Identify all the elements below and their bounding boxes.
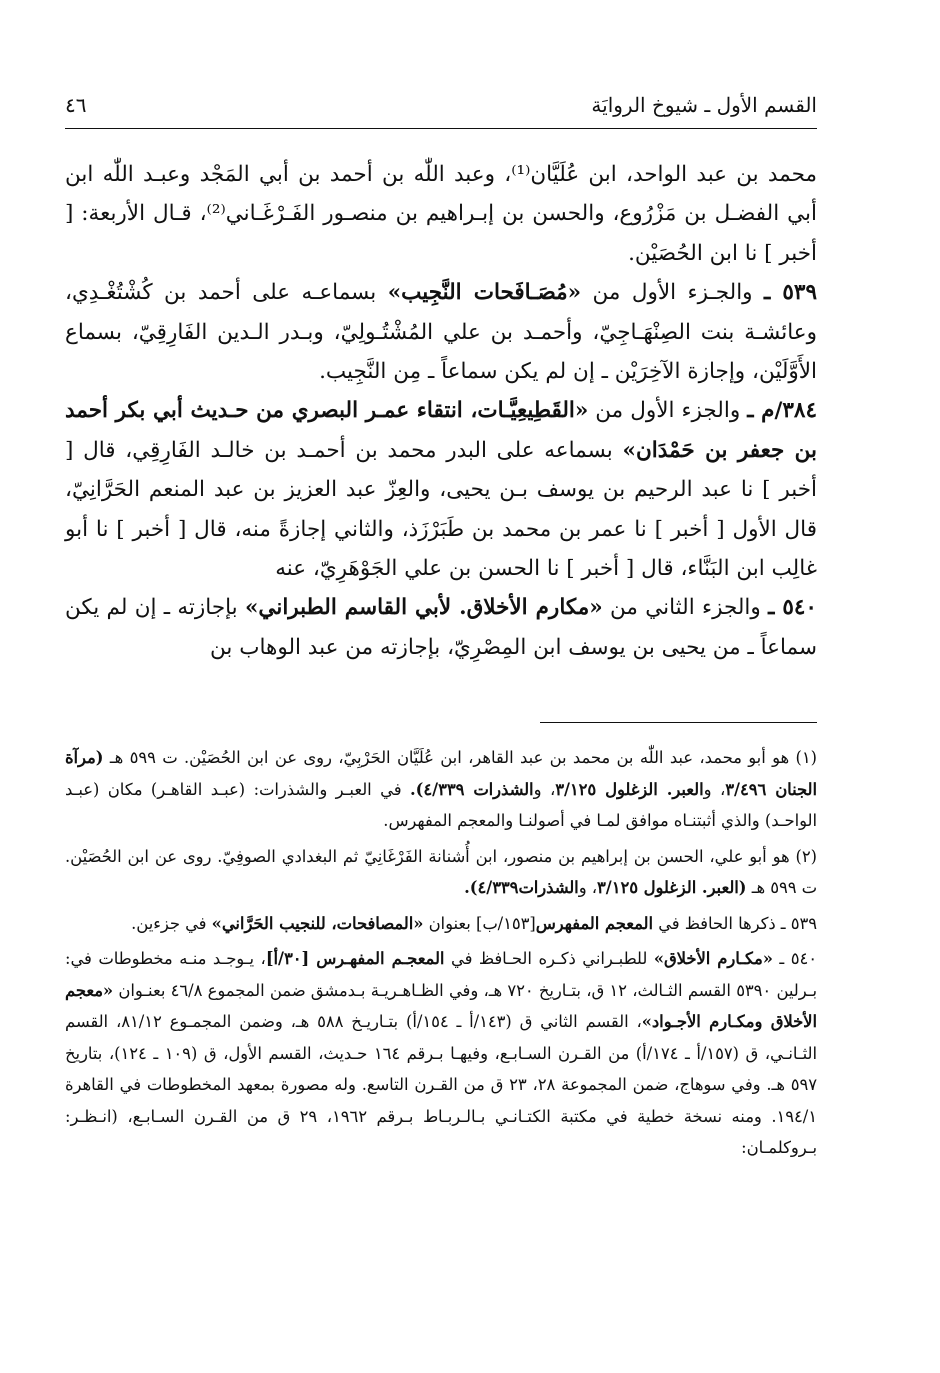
footnote-source: (مرآة الجنان ٣/٤٩٦ (65, 748, 818, 799)
entry-text: والجزء الأول من (588, 398, 748, 424)
entry-text: بإجازته ـ إن لم يكن سماعاً ـ من يحيى بن يوسف ابن المِصْرِيّ، بإجازته من عبد الوهاب بن (65, 595, 817, 660)
footnote-rule (540, 722, 817, 723)
footnotes (65, 742, 817, 1168)
note-text: في جزءين. (131, 913, 212, 933)
running-title: القسم الأول ـ شيوخ الروايَة (591, 93, 817, 117)
page-header (65, 86, 817, 124)
note-text: ٥٤٠ ـ (772, 949, 818, 968)
entry-539 (65, 273, 817, 391)
footnote-source: العبر. الزغلول ٣/١٢٥ (555, 779, 704, 799)
main-text (65, 155, 817, 667)
footnote-source: (العبر. الزغلول ٣/١٢٥ (597, 878, 747, 897)
footnote-text: ، و (578, 878, 598, 897)
footnote-text: ، و (703, 779, 726, 799)
footnote-source: الشذرات ٤/٣٣٩). (410, 779, 534, 799)
entry-number: ٥٣٩ ـ (763, 280, 818, 306)
footnote-1 (65, 742, 817, 837)
note-text: ، يـوجـد منـه مخطوطات في: بـرلين ٥٣٩٠ القسم الثـالث، ١٢ ق، بتـاريخ ٧٢٠ هـ، وفي الظـاهـريـة بـدمشق ضمن المجموع ٤٦/٨ بعنـوان (65, 949, 818, 1000)
note-source: المعجم المفهرس (535, 913, 654, 933)
footnote-text: هو أبو علي، الحسن بن إبراهيم بن منصور، ابن أُشنانة الفَرْغَانِيّ ثم البغدادي الصوفِيّ. روى عن ابن الحُصَيْن. ت ٥٩٩ هـ (65, 846, 817, 897)
note-text: [١٥٣/ب] بعنوان (423, 913, 536, 933)
note-text: ٥٣٩ ـ ذكرها الحافظ في (653, 913, 817, 933)
entry-text: والجـزء الأول من (581, 280, 764, 306)
entry-text: بسماعـه على أحمد بن كُشْتُغْـدِي، وعائشـة بنت الصِنْهَـاجِيّ، وأحمـد بن علي المُشْتُـولِيّ، وبـدر الـدين الفَارِقِيّ، بسماع الأَوَّلَيْن، وإجازة الآخِرَيْن ـ إن لم يكن سماعاً ـ مِن النَّجِيب. (65, 280, 817, 385)
entry-540 (65, 588, 817, 667)
entry-384m (65, 391, 817, 588)
note-source: «المصافحات، للنجيب الحَرَّاني» (211, 913, 424, 933)
entry-number: ٥٤٠ ـ (768, 595, 817, 621)
note-source: «مكـارم الأخلاق» (653, 949, 773, 968)
note-539 (65, 908, 817, 940)
footnote-marker: (١) (795, 748, 817, 767)
footnote-source: الشذرات٤/٣٣٩). (464, 878, 579, 897)
book-title: «مُصَـافَحات النَّجِيب» (387, 280, 582, 306)
footnote-text: ، و (533, 779, 556, 799)
note-540 (65, 943, 817, 1164)
note-source: المعجـم المفهـرس [٣٠/أ] (265, 949, 445, 968)
footnote-2 (65, 841, 817, 904)
entry-text: والجزء الثاني من (602, 595, 769, 621)
footnote-marker: (٢) (795, 846, 817, 866)
book-title: «القَطِيعِيَّـات، انتقاء عمـر البصري من حـديث أبي بكر أحمد بن جعفر بن حَمْدَان» (65, 398, 817, 463)
footnote-text: في العبـر والشذرات: (عبـد القاهـر) مكان (عبـد الواحـد) والذي أثبتنـاه موافق لمـا في أصولنـا والمعجم المفهرس. (65, 779, 817, 830)
book-title: «مكارم الأخلاق. لأبي القاسم الطبراني» (244, 595, 603, 621)
note-text: للطبـراني ذكـره الحـافظ في (444, 949, 654, 968)
header-rule (65, 128, 817, 129)
entry-text: بسماعه على البدر محمد بن أحمـد بن خالـد الفَارِقِي، قال [ أخبر ] نا عبد الرحيم بن يوسف بـن يحيى، والعِزّ عبد العزيز بن عبد المنعم الحَرَّانِيّ، قال الأول [ أخبر ] نا عمر بن محمد بن طَبَرْزَذ، والثاني إجازةً منه، قال [ أخبر ] نا أبو غالِب ابن البَنَّاء، قال [ أخبر ] نا الحسن بن علي الجَوْهَرِيّ، عنه (65, 437, 817, 582)
entry-number: ٣٨٤/م ـ (747, 398, 817, 424)
footnote-text: هو أبو محمد، عبد اللّٰه بن محمد بن عبد القاهر، ابن عُلَيَّان الحَرْبِيّ، روى عن ابن الحُصَيْن. ت ٥٩٩ هـ (103, 748, 796, 767)
page-number: ٤٦ (65, 93, 87, 117)
note-source: «معجم الأخلاق ومكـارم الأجـواد» (65, 980, 817, 1031)
note-text: ، القسم الثاني ق (١٤٣/أ ـ ١٥٤/أ) بتـاريـخ ٥٨٨ هـ، وضمن المجمـوع ٨١/١٢، القسم الثـانـي، ق (١٥٧/أ ـ ١٧٤/أ) من القـرن السـابـع، وفيهـا بـرقم ١٦٤ حـديث، القسم الأول، ق (١٠٩ ـ ١٢٤)، بتاريخ ٥٩٧ هـ. وفي سوهاج، ضمن المجموعة ٢٨، ٢٣ ق من القـرن التاسع. وله مصورة بمعهد المخطوطات في القاهرة ١٩٤/١. ومنه نسخة خطية في مكتبة الكتـانـي بـالـربـاط بـرقم ١٩٦٢، ٢٩ ق من القـرن السـابـع، (انـظـر: بـروكلمـان: (65, 1012, 817, 1157)
paragraph-continuation: محمد بن عبد الواحد، ابن عُلَيَّان⁽¹⁾، وعبد اللّٰه بن أحمد بن أبي المَجْد وعبـد اللّٰه ابن أبي الفضـل بن مَزْرُوع، والحسن بن إبـراهيم بن منصـور الفَـرْغَـاني⁽²⁾، قـال الأربعة: [ أخبر ] نا ابن الحُصَيْن. (65, 162, 817, 266)
